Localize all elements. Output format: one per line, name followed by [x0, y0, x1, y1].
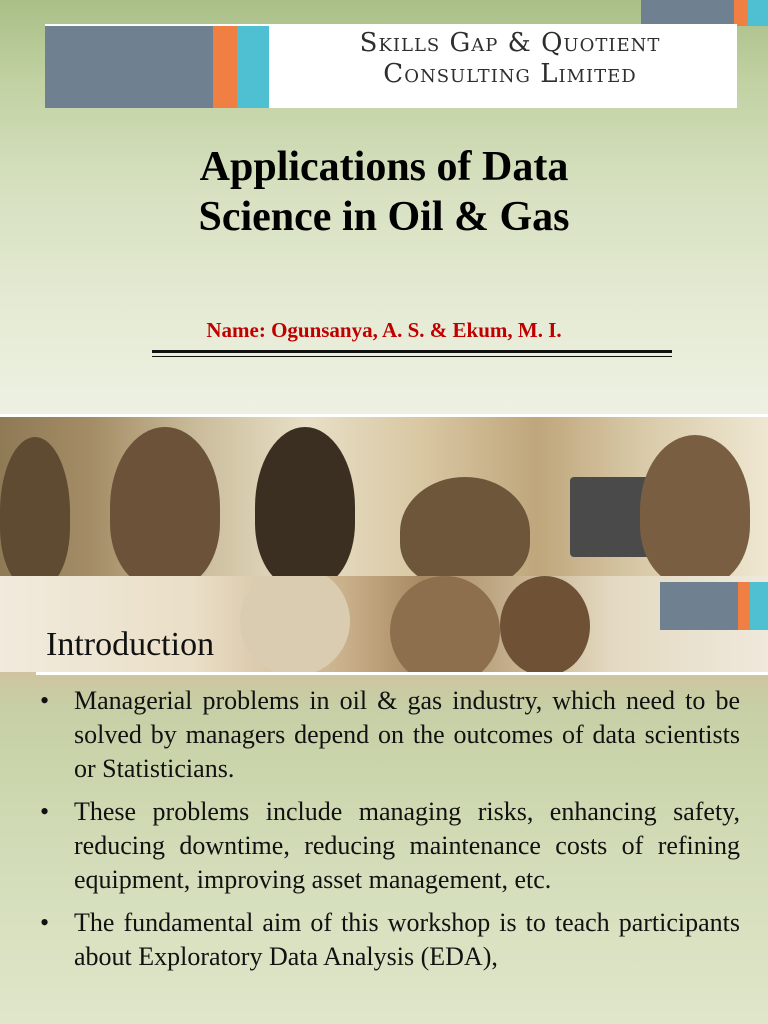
student-photo-figure — [640, 435, 750, 576]
list-item — [40, 684, 740, 786]
banner-block-cyan — [237, 26, 269, 108]
photo-face-figure — [240, 576, 350, 672]
student-photo-figure — [400, 477, 530, 576]
bullet-text: The fundamental aim of this workshop is to teach participants about Exploratory Data Analysis (EDA), — [74, 908, 740, 971]
list-item — [40, 795, 740, 897]
bullet-text: These problems include managing risks, enhancing safety, reducing downtime, reducing maintenance costs of refining equipment, improving asset management, etc. — [74, 797, 740, 894]
slide-heading: Introduction — [46, 626, 215, 663]
title-underline-thick — [152, 350, 672, 353]
accent-block-cyan — [750, 582, 768, 630]
accent-block-gray — [641, 0, 734, 26]
banner-block-orange — [213, 26, 237, 108]
title-underline-thin — [152, 356, 672, 357]
top-right-accent-bar — [660, 582, 768, 630]
bullet-icon: • — [40, 686, 50, 715]
slide-title-line1: Applications of Data — [199, 144, 569, 190]
bullet-list — [40, 684, 740, 983]
student-photo-figure — [255, 427, 355, 576]
photo-face-figure — [500, 576, 590, 672]
student-photo-figure — [110, 427, 220, 576]
slide-title-line2: Science in Oil & Gas — [198, 194, 570, 240]
introduction-slide — [0, 576, 768, 1024]
top-accent-bar — [641, 0, 768, 26]
accent-block-orange — [734, 0, 748, 26]
students-photo-strip — [0, 414, 768, 576]
bullet-text: Managerial problems in oil & gas industry, which need to be solved by managers depend on the outcomes of data scientists or Statisticians. — [74, 686, 740, 783]
author-names: Name: Ogunsanya, A. S. & Ekum, M. I. — [206, 318, 562, 342]
accent-block-orange — [738, 582, 750, 630]
bullet-icon: • — [40, 908, 50, 937]
company-name-line2: Consulting Limited — [383, 59, 637, 89]
list-item — [40, 906, 740, 974]
student-photo-figure — [0, 437, 70, 576]
banner-block-gray — [45, 26, 213, 108]
bullet-icon: • — [40, 797, 50, 826]
photo-face-figure — [390, 576, 500, 672]
company-name-line1: Skills Gap & Quotient — [359, 28, 661, 58]
company-name — [285, 28, 735, 90]
company-banner — [45, 24, 737, 108]
slide-title — [60, 142, 708, 242]
accent-block-cyan — [748, 0, 768, 26]
accent-block-gray — [660, 582, 738, 630]
heading-divider — [36, 672, 768, 675]
